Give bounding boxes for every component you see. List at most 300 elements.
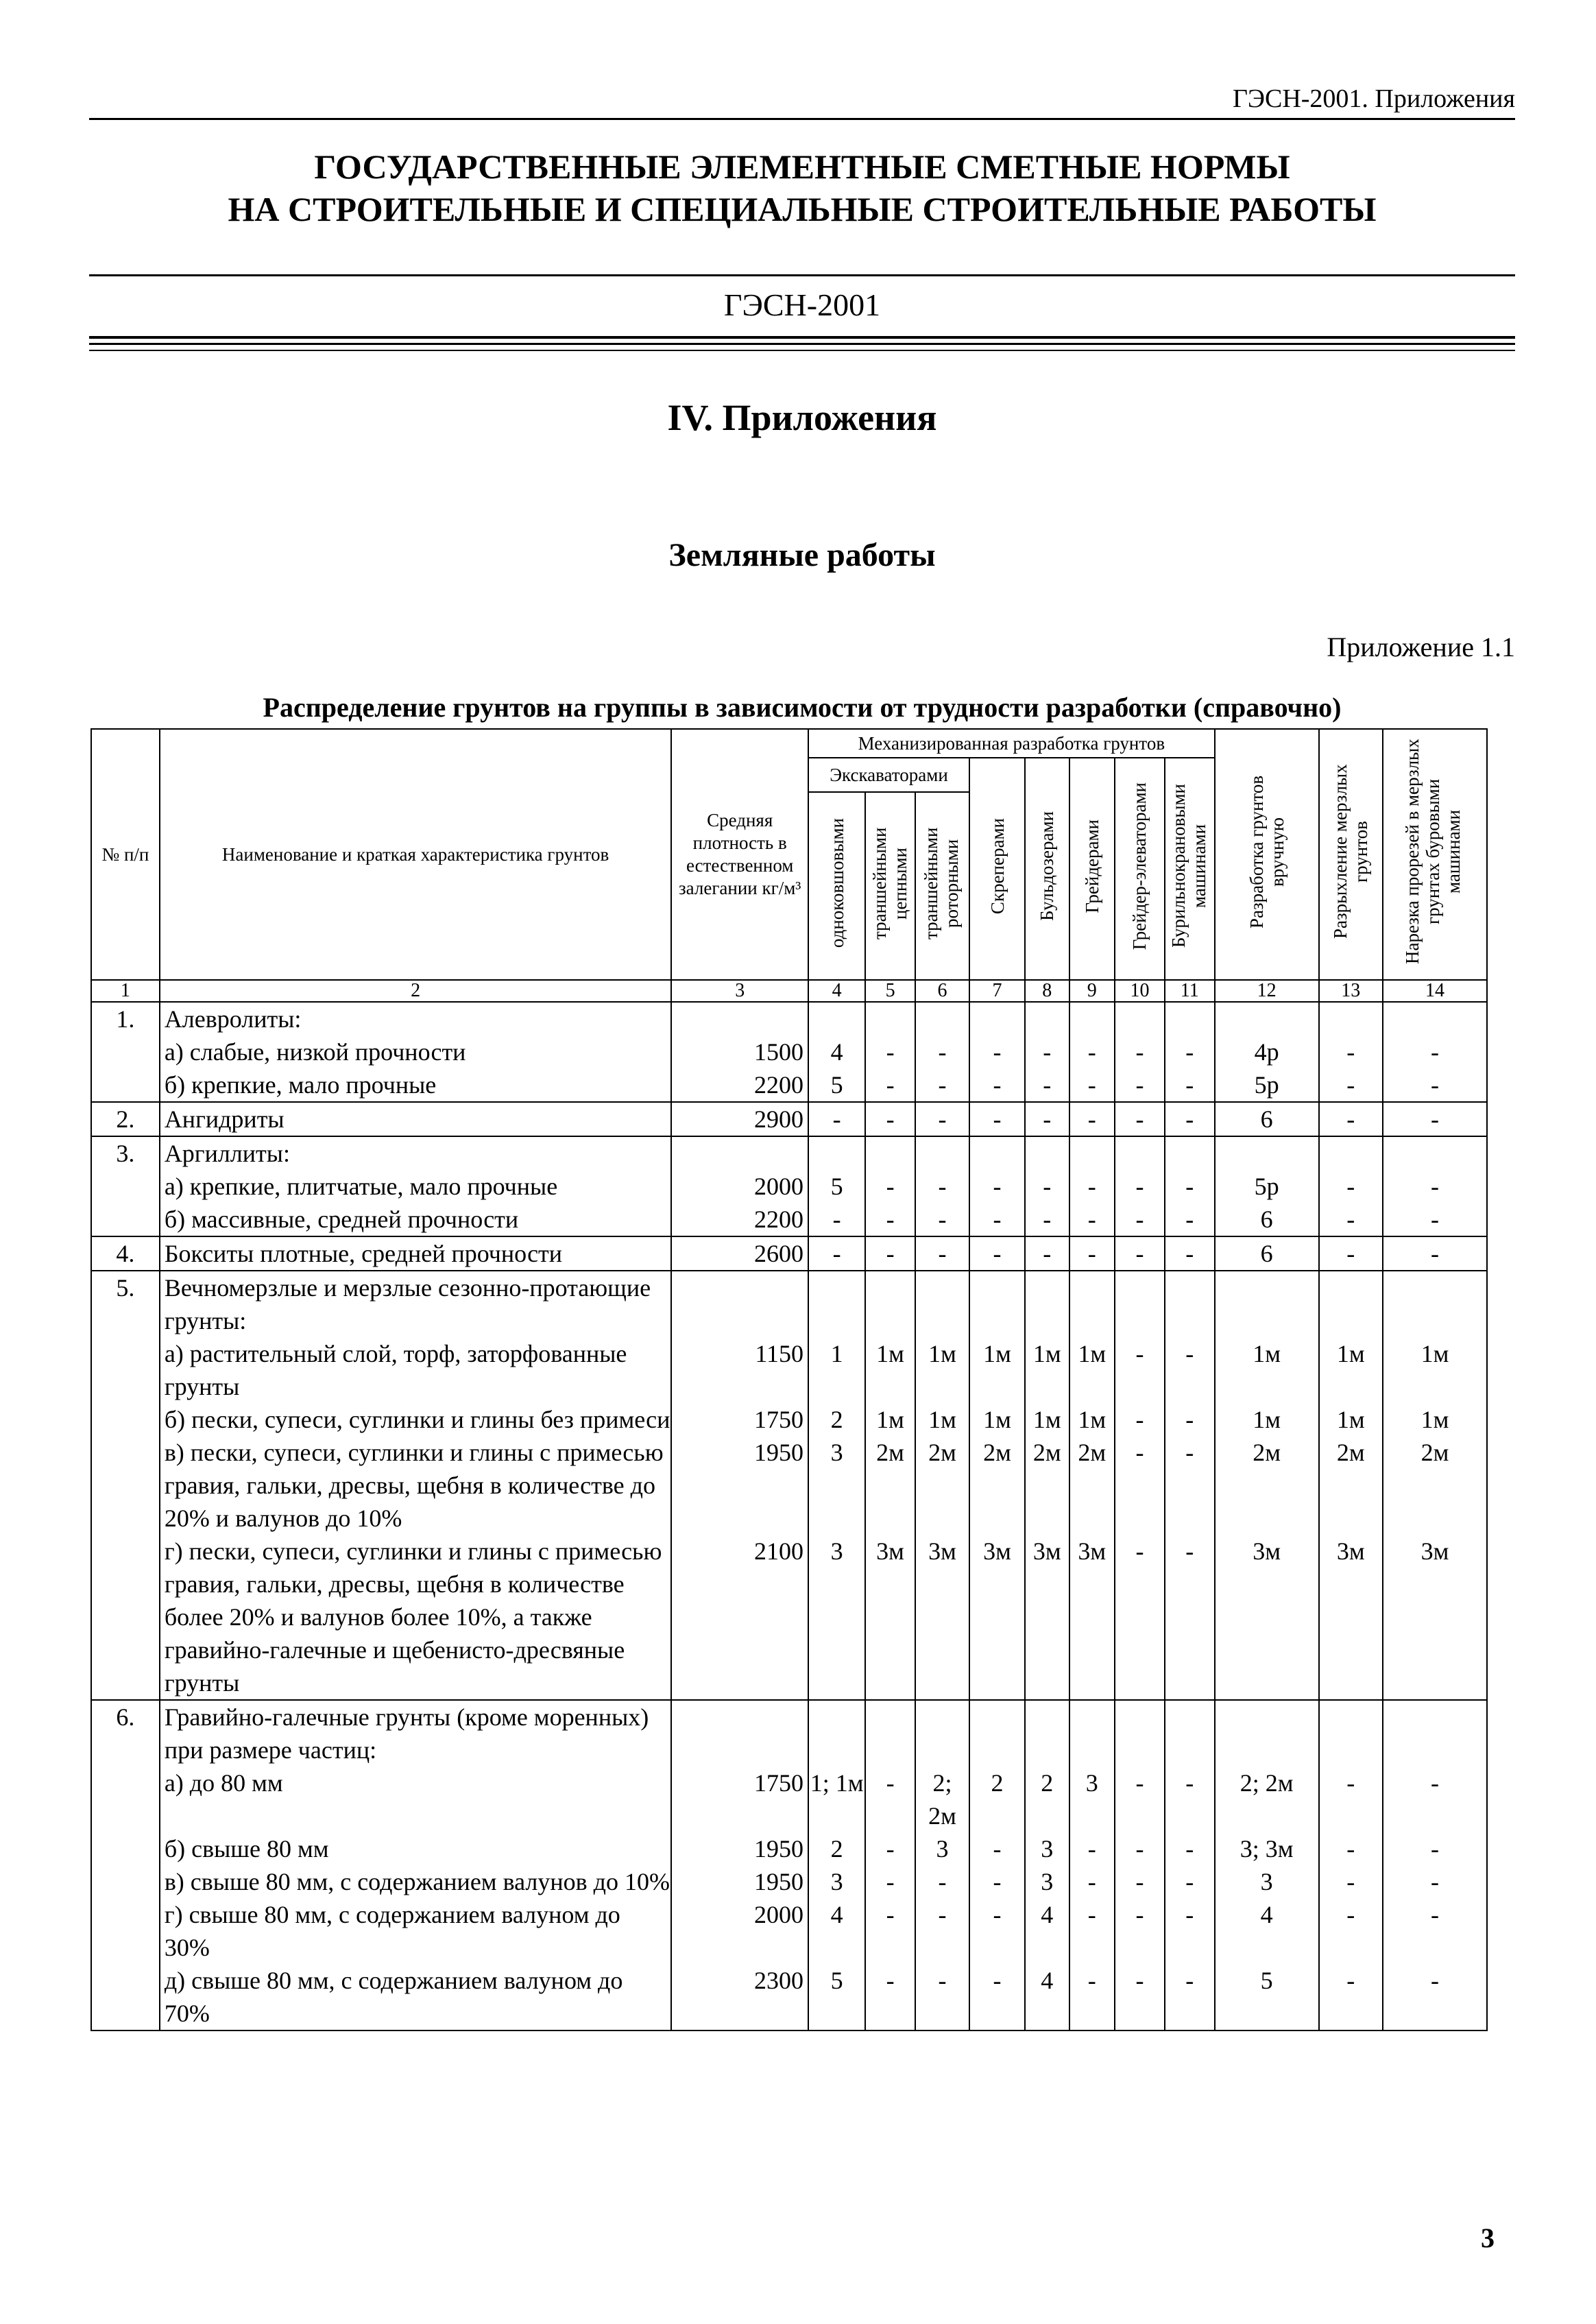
header-ripping <box>1319 729 1383 980</box>
group-value: - <box>1069 1898 1115 1964</box>
header-bulldozers <box>1025 758 1069 980</box>
group-value: - <box>808 1236 865 1271</box>
table-row <box>91 1403 1487 1436</box>
code-title: ГЭСН-2001 <box>723 287 881 322</box>
group-value: 1м <box>1069 1337 1115 1403</box>
density-value <box>671 1271 808 1337</box>
header-rule <box>89 118 1515 120</box>
group-value <box>1383 1271 1487 1337</box>
soil-group <box>91 1236 1487 1271</box>
density-value: 1750 <box>671 1766 808 1832</box>
group-value: - <box>1165 1203 1215 1236</box>
soil-description: в) пески, супеси, суглинки и глины с примесью гравия, гальки, дресвы, щебня в количестве до 20% и валунов до 10% <box>160 1436 672 1535</box>
column-number: 5 <box>865 980 915 1002</box>
header-scrapers <box>969 758 1025 980</box>
row-number: 2. <box>91 1102 160 1136</box>
row-number <box>91 1203 160 1236</box>
group-value: - <box>808 1102 865 1136</box>
group-value: - <box>1115 1865 1165 1898</box>
column-number: 10 <box>1115 980 1165 1002</box>
group-value: - <box>915 1964 969 2030</box>
soil-description: Бокситы плотные, средней прочности <box>160 1236 672 1271</box>
soil-group <box>91 1002 1487 1102</box>
header-single-bucket <box>808 792 865 980</box>
soil-description: Вечномерзлые и мерзлые сезонно-протающие грунты: <box>160 1271 672 1337</box>
group-value: - <box>1165 1964 1215 2030</box>
group-value: 6 <box>1215 1236 1319 1271</box>
row-number: 1. <box>91 1002 160 1035</box>
table-row <box>91 1271 1487 1337</box>
header-density: Средняя плотность в естественном залегании кг/м³ <box>671 729 808 980</box>
group-value: - <box>1069 1832 1115 1865</box>
group-value: 4 <box>1025 1964 1069 2030</box>
header-bulldozers-label: Бульдозерами <box>1037 811 1058 921</box>
group-value <box>808 1136 865 1170</box>
row-number <box>91 1068 160 1102</box>
group-value <box>1165 1700 1215 1766</box>
soil-description: Ангидриты <box>160 1102 672 1136</box>
density-value <box>671 1002 808 1035</box>
group-value: 5р <box>1215 1068 1319 1102</box>
density-value: 1950 <box>671 1436 808 1535</box>
group-value: 1; 1м <box>808 1766 865 1832</box>
density-value: 2200 <box>671 1068 808 1102</box>
group-value: 3м <box>1215 1535 1319 1700</box>
group-value <box>1115 1136 1165 1170</box>
header-graders-label: Грейдерами <box>1081 819 1102 913</box>
group-value <box>1215 1136 1319 1170</box>
group-value: - <box>1165 1766 1215 1832</box>
group-value: - <box>1165 1236 1215 1271</box>
row-number <box>91 1832 160 1865</box>
group-value <box>915 1002 969 1035</box>
group-value: - <box>969 1102 1025 1136</box>
soil-description: а) крепкие, плитчатые, мало прочные <box>160 1170 672 1203</box>
group-value: - <box>915 1068 969 1102</box>
group-value: - <box>1115 1832 1165 1865</box>
group-value: - <box>1319 1203 1383 1236</box>
group-value: - <box>865 1102 915 1136</box>
group-value: - <box>865 1170 915 1203</box>
soil-description: Гравийно-галечные грунты (кроме моренных) при размере частиц: <box>160 1700 672 1766</box>
group-value: - <box>1069 1170 1115 1203</box>
table-row <box>91 1436 1487 1535</box>
density-value: 2100 <box>671 1535 808 1700</box>
group-value <box>1319 1700 1383 1766</box>
group-value: 1м <box>1319 1403 1383 1436</box>
group-value: - <box>969 1898 1025 1964</box>
group-value <box>865 1700 915 1766</box>
group-value: - <box>1383 1898 1487 1964</box>
group-value: 4 <box>1025 1898 1069 1964</box>
group-value: 2м <box>1069 1436 1115 1535</box>
group-value: - <box>1319 1865 1383 1898</box>
header-mechanized: Механизированная разработка грунтов <box>808 729 1215 758</box>
group-value <box>1319 1271 1383 1337</box>
column-numbers-row <box>91 980 1487 1002</box>
density-value: 2600 <box>671 1236 808 1271</box>
group-value <box>1319 1002 1383 1035</box>
group-value: - <box>1319 1964 1383 2030</box>
group-value: - <box>969 1832 1025 1865</box>
group-value: - <box>1383 1203 1487 1236</box>
group-value <box>1215 1002 1319 1035</box>
table-row <box>91 1102 1487 1136</box>
density-value: 2900 <box>671 1102 808 1136</box>
group-value: - <box>1165 1865 1215 1898</box>
row-number <box>91 1898 160 1964</box>
header-single-bucket-label: одноковшовыми <box>826 818 847 948</box>
row-number <box>91 1170 160 1203</box>
group-value: 1 <box>808 1337 865 1403</box>
group-value: - <box>1165 1898 1215 1964</box>
header-trench-chain-label: траншейными цепными <box>869 827 910 939</box>
group-value: - <box>1115 1337 1165 1403</box>
group-value: - <box>1025 1068 1069 1102</box>
group-value: 2м <box>1215 1436 1319 1535</box>
group-value: - <box>1383 1102 1487 1136</box>
group-value <box>1165 1136 1215 1170</box>
group-value: - <box>1069 1035 1115 1068</box>
group-value: - <box>1115 1203 1165 1236</box>
soil-description: б) массивные, средней прочности <box>160 1203 672 1236</box>
group-value: - <box>1115 1035 1165 1068</box>
main-title-line-1: ГОСУДАРСТВЕННЫЕ ЭЛЕМЕНТНЫЕ СМЕТНЫЕ НОРМЫ <box>314 147 1290 186</box>
column-number: 7 <box>969 980 1025 1002</box>
group-value: - <box>1115 1898 1165 1964</box>
group-value: 3м <box>865 1535 915 1700</box>
density-value: 1750 <box>671 1403 808 1436</box>
group-value: - <box>915 1203 969 1236</box>
header-slotting <box>1383 729 1487 980</box>
group-value: - <box>1383 1236 1487 1271</box>
main-title-line-2: НА СТРОИТЕЛЬНЫЕ И СПЕЦИАЛЬНЫЕ СТРОИТЕЛЬНЫЕ РАБОТЫ <box>228 190 1377 228</box>
group-value <box>1115 1700 1165 1766</box>
group-value: 3 <box>1215 1865 1319 1898</box>
group-value: - <box>1383 1865 1487 1898</box>
group-value: 2 <box>808 1403 865 1436</box>
group-value: 3м <box>915 1535 969 1700</box>
group-value: 3м <box>1069 1535 1115 1700</box>
title-rule-bottom-2 <box>89 343 1515 345</box>
group-value: 1м <box>1215 1337 1319 1403</box>
group-value: 5 <box>808 1170 865 1203</box>
soil-group <box>91 1102 1487 1136</box>
group-value <box>1069 1002 1115 1035</box>
group-value <box>1025 1271 1069 1337</box>
group-value: - <box>1069 1865 1115 1898</box>
row-number <box>91 1865 160 1898</box>
group-value: - <box>1165 1035 1215 1068</box>
group-value: - <box>1025 1102 1069 1136</box>
group-value: - <box>865 1236 915 1271</box>
group-value: 3; 3м <box>1215 1832 1319 1865</box>
group-value: 3 <box>808 1865 865 1898</box>
header-trench-rotor-label: траншейными роторными <box>921 827 963 939</box>
group-value: 3 <box>808 1436 865 1535</box>
group-value: - <box>1383 1170 1487 1203</box>
column-number: 12 <box>1215 980 1319 1002</box>
header-trench-chain <box>865 792 915 980</box>
group-value <box>1115 1002 1165 1035</box>
group-value <box>1215 1271 1319 1337</box>
group-value <box>1319 1136 1383 1170</box>
group-value: 1м <box>1319 1337 1383 1403</box>
group-value <box>915 1136 969 1170</box>
group-value: - <box>1165 1403 1215 1436</box>
group-value: - <box>1165 1832 1215 1865</box>
soil-description: а) растительный слой, торф, заторфованные грунты <box>160 1337 672 1403</box>
row-number <box>91 1535 160 1700</box>
group-value: 4 <box>808 1035 865 1068</box>
group-value <box>1165 1002 1215 1035</box>
table-row <box>91 1236 1487 1271</box>
group-value: - <box>915 1035 969 1068</box>
row-number: 6. <box>91 1700 160 1766</box>
row-number <box>91 1436 160 1535</box>
group-value: 3 <box>1069 1766 1115 1832</box>
row-number: 4. <box>91 1236 160 1271</box>
density-value: 1500 <box>671 1035 808 1068</box>
group-value <box>1383 1002 1487 1035</box>
group-value: - <box>915 1102 969 1136</box>
group-value: - <box>1115 1403 1165 1436</box>
group-value: - <box>1115 1964 1165 2030</box>
row-number: 5. <box>91 1271 160 1337</box>
group-value: 2м <box>915 1436 969 1535</box>
group-value: - <box>969 1035 1025 1068</box>
soil-description: г) свыше 80 мм, с содержанием валуном до 30% <box>160 1898 672 1964</box>
subsection-title: Земляные работы <box>668 537 936 573</box>
group-value: - <box>969 1068 1025 1102</box>
column-number: 13 <box>1319 980 1383 1002</box>
group-value <box>865 1002 915 1035</box>
main-title <box>89 145 1515 230</box>
header-trench-rotor <box>915 792 969 980</box>
group-value: 2; 2м <box>1215 1766 1319 1832</box>
group-value: - <box>865 1898 915 1964</box>
group-value <box>969 1002 1025 1035</box>
group-value: - <box>865 1865 915 1898</box>
group-value: 2м <box>865 1436 915 1535</box>
group-value <box>969 1271 1025 1337</box>
group-value: - <box>1069 1236 1115 1271</box>
group-value <box>969 1136 1025 1170</box>
row-number <box>91 1964 160 2030</box>
group-value: 6 <box>1215 1102 1319 1136</box>
group-value: 1м <box>1069 1403 1115 1436</box>
column-number: 1 <box>91 980 160 1002</box>
density-value: 1150 <box>671 1337 808 1403</box>
group-value <box>969 1700 1025 1766</box>
group-value: 5 <box>808 1068 865 1102</box>
table-row <box>91 1535 1487 1700</box>
group-value: - <box>1319 1898 1383 1964</box>
group-value: - <box>969 1865 1025 1898</box>
group-value: 1м <box>915 1403 969 1436</box>
column-number: 14 <box>1383 980 1487 1002</box>
table-row <box>91 1766 1487 1832</box>
group-value <box>1215 1700 1319 1766</box>
group-value: - <box>1383 1035 1487 1068</box>
group-value: 5 <box>808 1964 865 2030</box>
group-value: 2; 2м <box>915 1766 969 1832</box>
group-value: - <box>1165 1535 1215 1700</box>
group-value: - <box>1025 1035 1069 1068</box>
group-value: 1м <box>1383 1403 1487 1436</box>
group-value: - <box>1383 1766 1487 1832</box>
group-value <box>1025 1136 1069 1170</box>
group-value: 2 <box>1025 1766 1069 1832</box>
header-grader-elevators <box>1115 758 1165 980</box>
group-value: - <box>969 1170 1025 1203</box>
table-row <box>91 1136 1487 1170</box>
group-value: - <box>1115 1170 1165 1203</box>
group-value <box>1069 1271 1115 1337</box>
table-row <box>91 1035 1487 1068</box>
soil-description: д) свыше 80 мм, с содержанием валуном до 70% <box>160 1964 672 2030</box>
table-row <box>91 1002 1487 1035</box>
soil-description: г) пески, супеси, суглинки и глины с примесью гравия, гальки, дресвы, щебня в количестве более 20% и валунов более 10%, а также гравийно-галечные и щебенисто-дресвяные грунты <box>160 1535 672 1700</box>
group-value: - <box>808 1203 865 1236</box>
appendix-label: Приложение 1.1 <box>1327 632 1515 662</box>
group-value: - <box>1025 1170 1069 1203</box>
soil-description: а) до 80 мм <box>160 1766 672 1832</box>
group-value <box>915 1700 969 1766</box>
group-value <box>1025 1002 1069 1035</box>
soil-group <box>91 1700 1487 2030</box>
header-drill-crane-label: Бурильнокрановыми машинами <box>1168 784 1210 948</box>
soil-group <box>91 1271 1487 1700</box>
group-value: 1м <box>1215 1403 1319 1436</box>
group-value: 2м <box>969 1436 1025 1535</box>
soil-description: б) крепкие, мало прочные <box>160 1068 672 1102</box>
table-row <box>91 1068 1487 1102</box>
group-value: 3м <box>969 1535 1025 1700</box>
group-value <box>1115 1271 1165 1337</box>
running-head: ГЭСН-2001. Приложения <box>1232 84 1515 113</box>
group-value: - <box>1115 1766 1165 1832</box>
group-value: - <box>1115 1102 1165 1136</box>
group-value: 2м <box>1383 1436 1487 1535</box>
group-value: - <box>1383 1832 1487 1865</box>
header-scrapers-label: Скреперами <box>987 817 1008 915</box>
group-value: 3 <box>1025 1832 1069 1865</box>
group-value: 2м <box>1025 1436 1069 1535</box>
column-number: 9 <box>1069 980 1115 1002</box>
soil-groups-table <box>90 728 1488 2031</box>
group-value: 4р <box>1215 1035 1319 1068</box>
group-value <box>1069 1136 1115 1170</box>
group-value: - <box>915 1236 969 1271</box>
group-value: 1м <box>969 1403 1025 1436</box>
title-rule-bottom-1 <box>89 336 1515 339</box>
group-value: - <box>865 1035 915 1068</box>
group-value: - <box>865 1068 915 1102</box>
group-value <box>865 1136 915 1170</box>
column-number: 3 <box>671 980 808 1002</box>
group-value: 5 <box>1215 1964 1319 2030</box>
group-value <box>808 1700 865 1766</box>
row-number <box>91 1337 160 1403</box>
group-value: - <box>1319 1035 1383 1068</box>
group-value: 4 <box>1215 1898 1319 1964</box>
row-number <box>91 1403 160 1436</box>
group-value: - <box>1165 1068 1215 1102</box>
group-value: 6 <box>1215 1203 1319 1236</box>
group-value: - <box>1319 1170 1383 1203</box>
group-value: 1м <box>865 1337 915 1403</box>
group-value: 1м <box>969 1337 1025 1403</box>
group-value: - <box>865 1766 915 1832</box>
table-caption: Распределение грунтов на группы в зависимости от трудности разработки (справочно) <box>263 692 1342 723</box>
group-value: 1м <box>865 1403 915 1436</box>
group-value: - <box>1115 1436 1165 1535</box>
group-value: - <box>1115 1068 1165 1102</box>
group-value: - <box>1069 1068 1115 1102</box>
group-value <box>1383 1700 1487 1766</box>
soil-description: Аргиллиты: <box>160 1136 672 1170</box>
soil-description: в) свыше 80 мм, с содержанием валунов до 10% <box>160 1865 672 1898</box>
page-number: 3 <box>1481 2223 1495 2253</box>
group-value: - <box>1383 1964 1487 2030</box>
density-value: 2000 <box>671 1170 808 1203</box>
group-value: 1м <box>915 1337 969 1403</box>
group-value: - <box>1383 1068 1487 1102</box>
group-value: 3м <box>1025 1535 1069 1700</box>
table-row <box>91 1700 1487 1766</box>
table-row <box>91 1865 1487 1898</box>
soil-description: б) пески, супеси, суглинки и глины без примеси <box>160 1403 672 1436</box>
group-value: - <box>1319 1068 1383 1102</box>
group-value <box>1025 1700 1069 1766</box>
group-value: 3м <box>1383 1535 1487 1700</box>
soil-group <box>91 1136 1487 1236</box>
group-value: - <box>1115 1236 1165 1271</box>
row-number: 3. <box>91 1136 160 1170</box>
group-value: 4 <box>808 1898 865 1964</box>
group-value: 3 <box>1025 1865 1069 1898</box>
group-value <box>865 1271 915 1337</box>
section-title: IV. Приложения <box>667 397 937 438</box>
group-value: - <box>915 1865 969 1898</box>
group-value: - <box>1319 1236 1383 1271</box>
table-row <box>91 1337 1487 1403</box>
group-value: - <box>1025 1203 1069 1236</box>
group-value: - <box>1069 1102 1115 1136</box>
row-number <box>91 1766 160 1832</box>
header-manual <box>1215 729 1319 980</box>
group-value: - <box>1319 1832 1383 1865</box>
group-value: 2м <box>1319 1436 1383 1535</box>
density-value: 1950 <box>671 1832 808 1865</box>
group-value: - <box>1165 1102 1215 1136</box>
group-value: - <box>865 1203 915 1236</box>
group-value: 3 <box>808 1535 865 1700</box>
group-value: 5р <box>1215 1170 1319 1203</box>
group-value: - <box>969 1964 1025 2030</box>
density-value: 2300 <box>671 1964 808 2030</box>
header-num: № п/п <box>91 729 160 980</box>
header-grader-elevators-label: Грейдер-элеваторами <box>1129 782 1150 950</box>
density-value <box>671 1700 808 1766</box>
group-value: 3 <box>915 1832 969 1865</box>
column-number: 8 <box>1025 980 1069 1002</box>
column-number: 6 <box>915 980 969 1002</box>
header-manual-label: Разработка грунтов вручную <box>1246 775 1287 929</box>
density-value: 2000 <box>671 1898 808 1964</box>
density-value <box>671 1136 808 1170</box>
